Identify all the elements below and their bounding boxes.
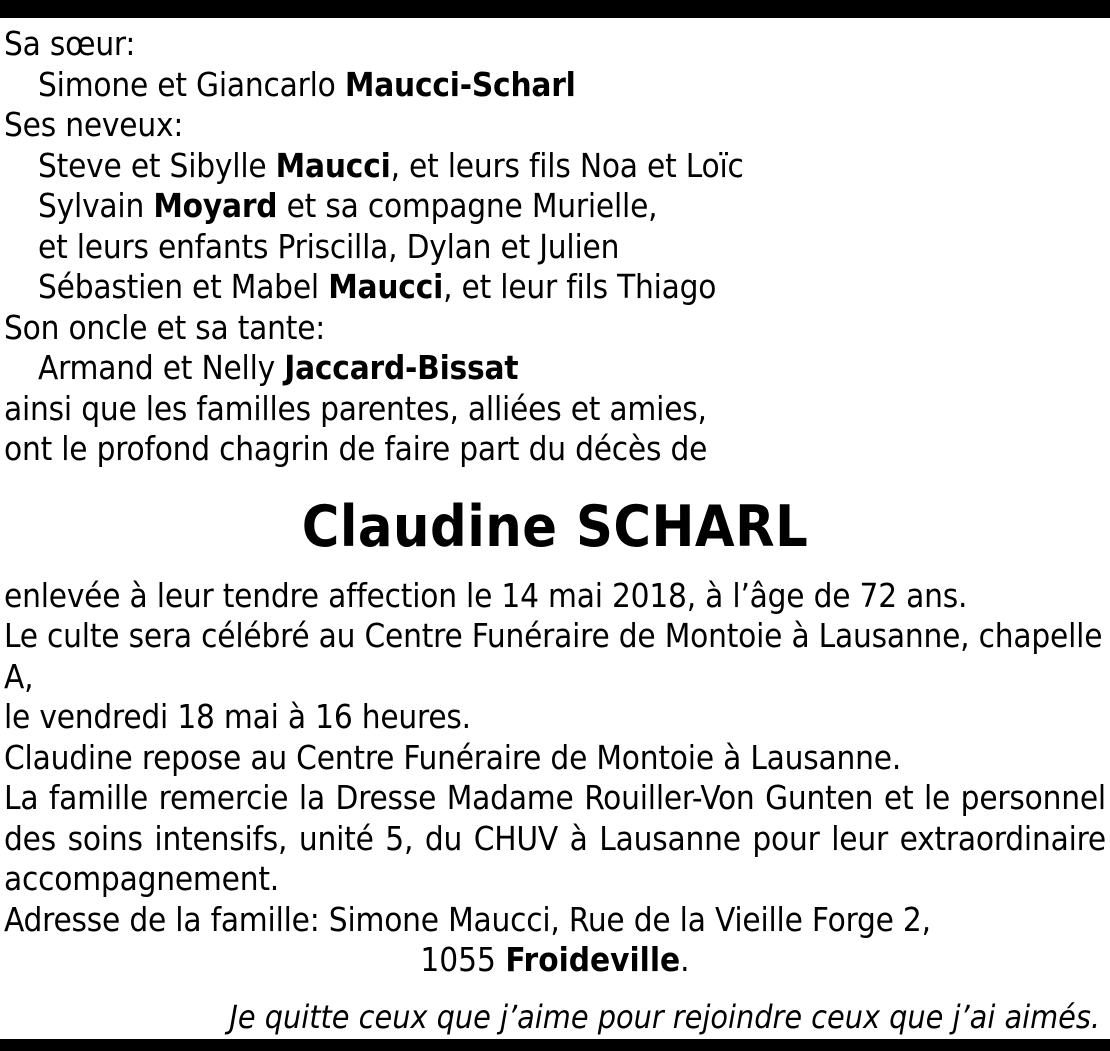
uncle-aunt-entry	[4, 348, 1106, 389]
nephew-4-plain-after: , et leur fils Thiago	[443, 267, 717, 306]
repose-line: Claudine repose au Centre Funéraire de Montoie à Lausanne.	[4, 737, 902, 777]
nephew-1-surname: Maucci	[275, 145, 391, 185]
nephew-2-plain-before: Sylvain	[38, 186, 154, 225]
address-line-1: Adresse de la famille: Simone Maucci, Rue de la Vieille Forge 2,	[4, 899, 931, 939]
deceased-name: Claudine SCHARL	[301, 493, 809, 560]
nephew-2-surname: Moyard	[153, 186, 278, 225]
passing-line: enlevée à leur tendre affection le 14 mai 2018, à l’âge de 72 ans.	[4, 575, 968, 615]
nephew-entry-3	[4, 227, 1106, 268]
nephews-label: Ses neveux:	[4, 105, 184, 144]
sister-entry-plain: Simone et Giancarlo	[38, 64, 345, 104]
uncle-aunt-label: Son oncle et sa tante:	[4, 307, 326, 347]
nephew-2-plain-after: et sa compagne Murielle,	[277, 186, 658, 225]
service-line-2: le vendredi 18 mai à 16 heures.	[4, 697, 471, 736]
address-period: .	[680, 940, 690, 979]
address-city: Froideville	[505, 940, 681, 979]
uncle-aunt-plain: Armand et Nelly	[38, 348, 285, 387]
thanks-paragraph: La famille remercie la Dresse Madame Rouiller-Von Gunten et le personnel des soins intensifs, unité 5, du CHUV à Lausanne pour leur extraordinaire accompagnement.	[4, 778, 1106, 898]
sister-entry-surname: Maucci-Scharl	[344, 64, 576, 104]
bottom-rule	[0, 1039, 1110, 1051]
nephew-1-plain-after: , et leurs fils Noa et Loïc	[390, 145, 744, 185]
address-postal-code: 1055	[420, 940, 506, 979]
nephew-3-plain-before: et leurs enfants Priscilla, Dylan et Julien	[38, 226, 620, 266]
announce-line: ont le profond chagrin de faire part du décès de	[4, 429, 708, 468]
nephew-1-plain-before: Steve et Sibylle	[38, 145, 276, 185]
service-line-1: Le culte sera célébré au Centre Funéraire de Montoie à Lausanne, chapelle A,	[4, 616, 1103, 696]
sister-entry	[4, 65, 1106, 106]
nephew-entry-1	[4, 146, 1106, 187]
relatives-line: ainsi que les familles parentes, alliées et amies,	[4, 388, 707, 428]
epitaph-quote: Je quitte ceux que j’aime pour rejoindre ceux que j’ai aimés.	[229, 997, 1100, 1036]
nephew-entry-4	[4, 267, 1106, 308]
nephew-4-plain-before: Sébastien et Mabel	[38, 267, 329, 306]
uncle-aunt-surname: Jaccard-Bissat	[284, 348, 519, 387]
nephew-4-surname: Maucci	[328, 267, 444, 306]
address-line-2	[4, 940, 1106, 981]
nephew-entry-2	[4, 186, 1106, 227]
sister-label: Sa sœur:	[4, 24, 136, 63]
announcement-body	[0, 24, 1110, 1037]
top-rule	[0, 0, 1110, 18]
